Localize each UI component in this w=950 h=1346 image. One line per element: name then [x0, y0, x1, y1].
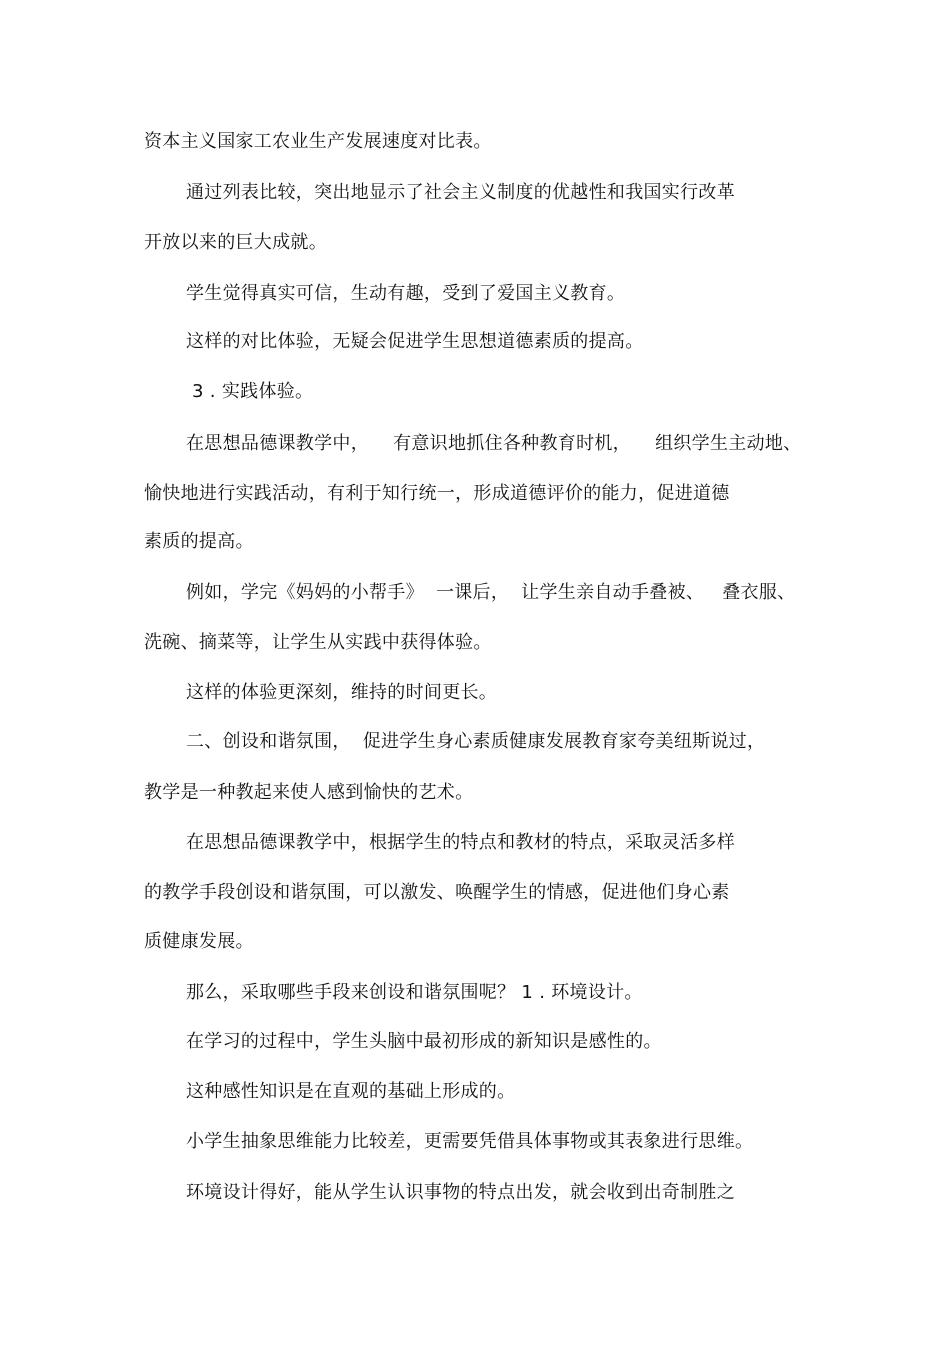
- text-line: 3 . 实践体验。: [186, 381, 314, 402]
- text-line: 教学是一种教起来使人感到愉快的艺术。: [144, 782, 474, 803]
- text-line: 质健康发展。: [144, 931, 254, 952]
- text-line: 素质的提高。: [144, 531, 254, 552]
- text-line: 二、创设和谐氛围， 促进学生身心素质健康发展教育家夸美纽斯说过，: [186, 731, 766, 752]
- text-line: 环境设计得好，能从学生认识事物的特点出发，就会收到出奇制胜之: [186, 1182, 735, 1203]
- text-line: 洗碗、摘菜等，让学生从实践中获得体验。: [144, 632, 492, 653]
- text-line: 愉快地进行实践活动，有利于知行统一，形成道德评价的能力，促进道德: [144, 483, 730, 504]
- text-line: 小学生抽象思维能力比较差，更需要凭借具体事物或其表象进行思维。: [186, 1131, 754, 1152]
- text-line: 学生觉得真实可信，生动有趣，受到了爱国主义教育。: [186, 283, 626, 304]
- text-line: 资本主义国家工农业生产发展速度对比表。: [144, 131, 492, 152]
- text-line: 在思想品德课教学中， 有意识地抓住各种教育时机， 组织学生主动地、: [186, 433, 802, 454]
- text-line: 的教学手段创设和谐氛围，可以激发、唤醒学生的情感，促进他们身心素: [144, 882, 730, 903]
- text-line: 在思想品德课教学中，根据学生的特点和教材的特点，采取灵活多样: [186, 832, 735, 853]
- text-line: 这样的对比体验，无疑会促进学生思想道德素质的提高。: [186, 331, 644, 352]
- text-line: 这种感性知识是在直观的基础上形成的。: [186, 1081, 516, 1102]
- text-line: 开放以来的巨大成就。: [144, 232, 327, 253]
- text-line: 这样的体验更深刻，维持的时间更长。: [186, 682, 498, 703]
- text-line: 例如，学完《妈妈的小帮手》 一课后， 让学生亲自动手叠被、 叠衣服、: [186, 582, 796, 603]
- text-line: 那么，采取哪些手段来创设和谐氛围呢？ 1 . 环境设计。: [186, 982, 643, 1003]
- text-line: 在学习的过程中，学生头脑中最初形成的新知识是感性的。: [186, 1031, 662, 1052]
- text-line: 通过列表比较，突出地显示了社会主义制度的优越性和我国实行改革: [186, 182, 735, 203]
